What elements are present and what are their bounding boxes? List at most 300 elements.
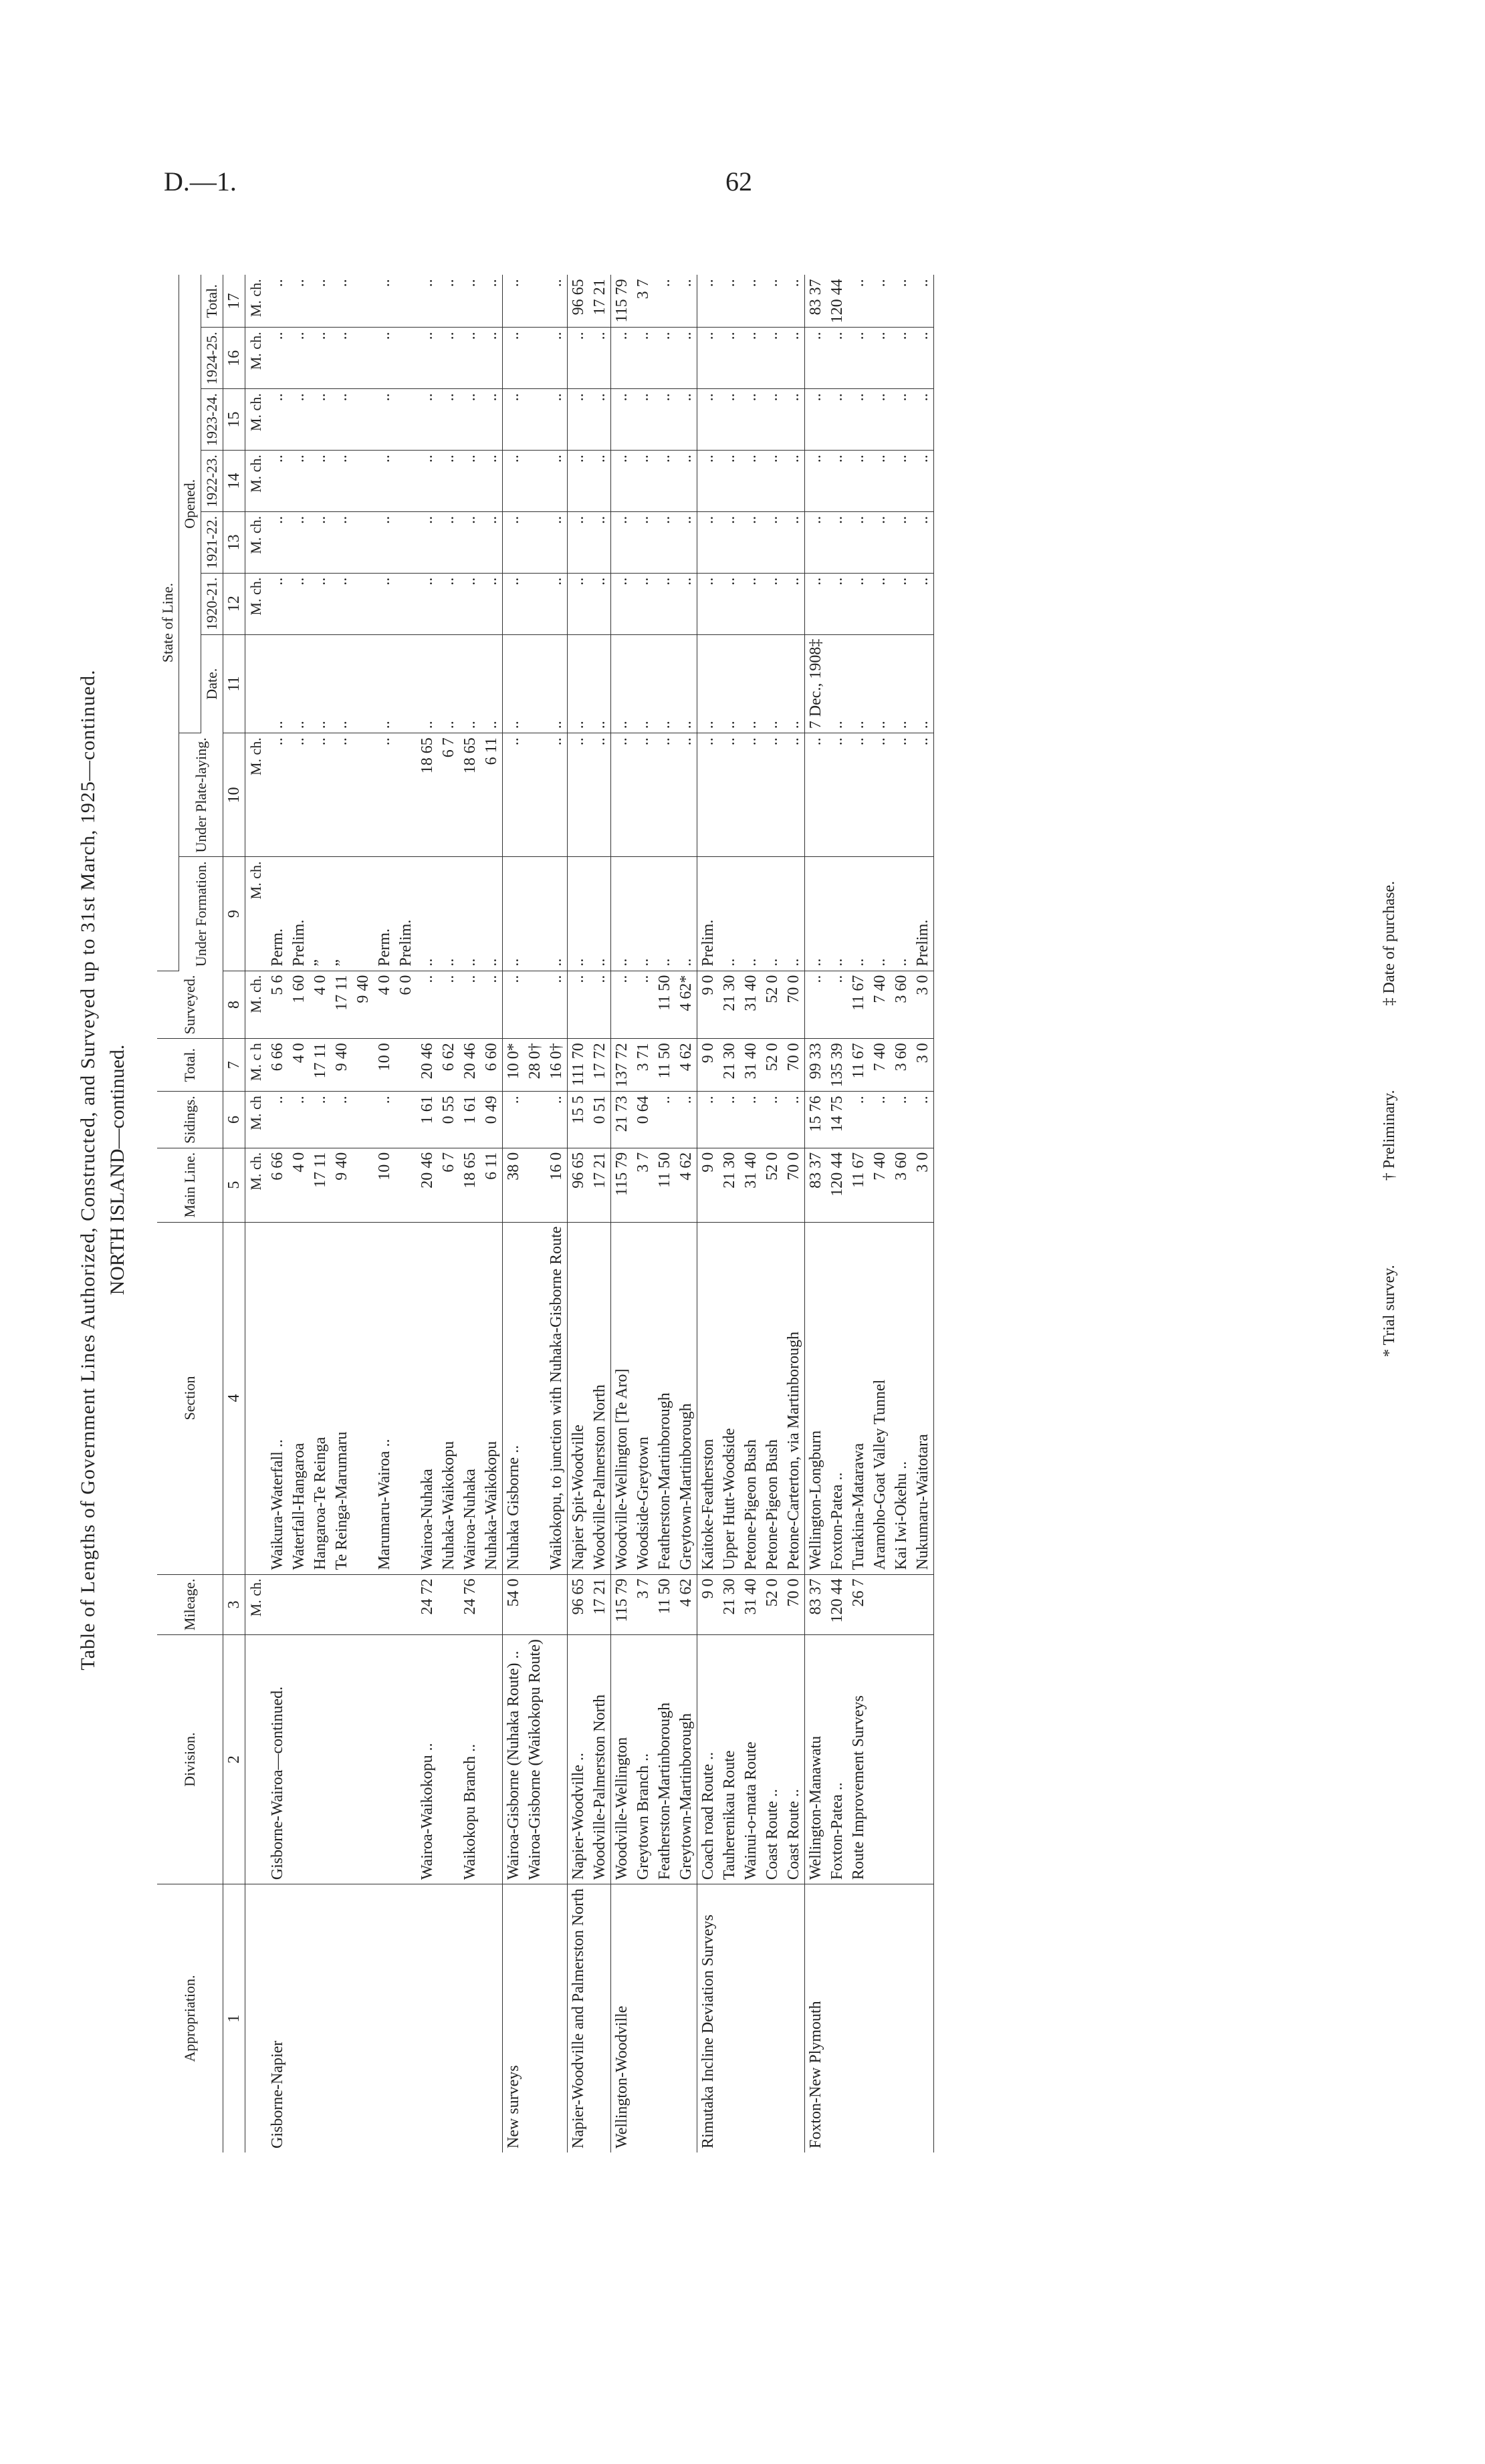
header-opened-total: Total. — [201, 275, 223, 328]
table-cell: .. — [783, 857, 805, 971]
table-cell — [374, 1884, 395, 2152]
column-number: 14 — [223, 451, 245, 512]
table-cell — [740, 1884, 762, 2152]
table-cell — [459, 1884, 481, 2152]
table-cell: .. — [697, 1092, 719, 1148]
table-cell: .. — [675, 573, 697, 634]
table-cell: .. — [503, 573, 525, 634]
footnote-preliminary: † Preliminary. — [1381, 1090, 1398, 1181]
table-cell: .. — [417, 328, 438, 389]
table-cell: 17 72 — [589, 1039, 611, 1092]
table-cell: Featherston-Martinborough — [654, 1635, 675, 1884]
table-row — [783, 275, 805, 2152]
table-cell: .. — [481, 389, 503, 451]
unit-cell: M. c h — [245, 1039, 267, 1092]
table-cell: .. — [654, 1092, 675, 1148]
table-cell: .. — [869, 389, 891, 451]
column-numbers-row — [223, 275, 245, 2152]
table-cell: .. — [611, 971, 633, 1039]
page-number: 62 — [725, 166, 752, 197]
table-cell: 70 0 — [783, 1039, 805, 1092]
table-cell: .. — [546, 733, 568, 857]
table-cell: .. — [891, 733, 912, 857]
table-cell: .. — [546, 971, 568, 1039]
table-cell: .. — [310, 573, 331, 634]
table-cell: .. — [288, 389, 310, 451]
table-cell: 20 46 — [417, 1039, 438, 1092]
lines-table — [157, 275, 934, 2152]
table-cell — [524, 511, 546, 573]
table-cell: .. — [633, 971, 654, 1039]
table-cell: 31 40 — [740, 1039, 762, 1092]
table-cell: .. — [891, 328, 912, 389]
table-cell: 6 62 — [438, 1039, 459, 1092]
table-cell — [267, 1574, 288, 1635]
table-cell: .. — [503, 451, 525, 512]
table-cell: .. — [675, 1092, 697, 1148]
table-cell — [762, 1884, 783, 2152]
table-cell: .. — [417, 275, 438, 328]
table-cell: Prelim. — [288, 857, 310, 971]
table-cell: .. — [374, 733, 395, 857]
table-cell: 5 6 — [267, 971, 288, 1039]
table-cell — [848, 1884, 869, 2152]
table-cell: .. — [675, 328, 697, 389]
table-cell: 17 11 — [310, 1039, 331, 1092]
table-cell: 31 40 — [740, 1574, 762, 1635]
table-cell: 3 7 — [633, 1574, 654, 1635]
table-cell: 10 0* — [503, 1039, 525, 1092]
table-cell: .. — [762, 328, 783, 389]
table-cell: .. — [288, 451, 310, 512]
table-cell: .. — [783, 451, 805, 512]
table-body — [245, 275, 934, 2152]
unit-cell: M. ch. — [245, 1148, 267, 1222]
table-cell: New surveys — [503, 1884, 525, 2152]
table-row — [288, 275, 310, 2152]
table-cell: .. — [331, 275, 352, 328]
table-cell: .. — [374, 511, 395, 573]
header-state-of-line: State of Line. — [157, 275, 179, 971]
table-cell: .. — [267, 634, 288, 733]
table-cell: .. — [546, 573, 568, 634]
header-date: Date. — [201, 634, 223, 733]
header-1920-21: 1920-21. — [201, 573, 223, 634]
table-cell: Waterfall-Hangaroa — [288, 1222, 310, 1574]
unit-cell — [245, 1884, 267, 2152]
table-cell: .. — [891, 857, 912, 971]
table-cell: 1 60 — [288, 971, 310, 1039]
table-row — [503, 275, 525, 2152]
table-cell: .. — [762, 451, 783, 512]
header-main-line: Main Line. — [157, 1148, 223, 1222]
table-cell: .. — [633, 511, 654, 573]
table-cell: Gisborne-Napier — [269, 2040, 286, 2148]
table-cell — [524, 451, 546, 512]
table-cell: Woodville-Palmerston North — [589, 1222, 611, 1574]
table-cell: .. — [310, 733, 331, 857]
table-cell: .. — [438, 857, 459, 971]
table-cell: .. — [611, 389, 633, 451]
table-cell: .. — [503, 389, 525, 451]
table-cell: .. — [459, 634, 481, 733]
table-cell: .. — [805, 511, 827, 573]
table-cell: .. — [288, 511, 310, 573]
table-cell: Nuhaka-Waikokopu — [438, 1222, 459, 1574]
table-cell — [546, 1635, 568, 1884]
table-cell: .. — [589, 634, 611, 733]
table-cell: Wairoa-Gisborne (Waikokopu Route) — [524, 1635, 546, 1884]
table-cell: 15 76 — [805, 1092, 827, 1148]
table-cell — [524, 857, 546, 971]
table-cell: Kaitoke-Featherston — [697, 1222, 719, 1574]
table-cell: .. — [310, 328, 331, 389]
table-cell: 6 7 — [438, 1148, 459, 1222]
header-surveyed: Surveyed. — [157, 971, 223, 1039]
table-cell: .. — [310, 451, 331, 512]
table-cell: .. — [438, 328, 459, 389]
column-number: 11 — [223, 634, 245, 733]
table-cell — [481, 1635, 503, 1884]
table-cell: .. — [438, 275, 459, 328]
table-cell — [783, 1884, 805, 2152]
table-cell — [288, 1635, 310, 1884]
table-cell: .. — [848, 275, 869, 328]
table-cell: .. — [762, 573, 783, 634]
table-row — [762, 275, 783, 2152]
page-label: D.—1. — [164, 166, 237, 197]
table-cell: Napier-Woodville .. — [568, 1635, 590, 1884]
table-row — [524, 275, 546, 2152]
table-cell: Nuhaka-Waikokopu — [481, 1222, 503, 1574]
table-cell: .. — [481, 275, 503, 328]
table-cell: .. — [740, 389, 762, 451]
table-cell: 6 66 — [267, 1039, 288, 1092]
header-1924-25: 1924-25. — [201, 328, 223, 389]
table-cell: .. — [374, 275, 395, 328]
table-cell: Napier-Woodville and Palmerston North — [568, 1884, 590, 2152]
table-cell: .. — [374, 389, 395, 451]
header-1923-24: 1923-24. — [201, 389, 223, 451]
table-cell: 52 0 — [762, 1574, 783, 1635]
table-cell: 21 30 — [719, 1039, 740, 1092]
table-cell: Wainui-o-mata Route — [740, 1635, 762, 1884]
table-cell: .. — [267, 511, 288, 573]
table-cell: .. — [611, 573, 633, 634]
table-cell: 4 62 — [675, 1039, 697, 1092]
column-number: 7 — [223, 1039, 245, 1092]
table-cell: .. — [589, 971, 611, 1039]
table-cell: 4 0 — [310, 971, 331, 1039]
table-cell: .. — [654, 275, 675, 328]
table-cell: Coach road Route .. — [697, 1635, 719, 1884]
table-cell — [524, 1884, 546, 2152]
table-row — [611, 275, 633, 2152]
table-cell: .. — [654, 573, 675, 634]
table-cell: 3 7 — [633, 275, 654, 328]
table-cell: .. — [288, 275, 310, 328]
table-cell: .. — [459, 389, 481, 451]
table-cell — [869, 1574, 891, 1635]
table-cell: .. — [654, 733, 675, 857]
unit-cell: M. ch. — [245, 389, 267, 451]
table-cell — [438, 1635, 459, 1884]
table-cell: 31 40 — [740, 971, 762, 1039]
table-row — [740, 275, 762, 2152]
table-cell: 54 0 — [503, 1574, 525, 1635]
column-number: 5 — [223, 1148, 245, 1222]
table-cell: .. — [611, 511, 633, 573]
unit-cell — [245, 1635, 267, 1884]
table-cell: .. — [589, 573, 611, 634]
table-cell: .. — [805, 733, 827, 857]
table-cell: .. — [611, 733, 633, 857]
table-cell: Tauherenikau Route — [719, 1635, 740, 1884]
column-number: 9 — [223, 857, 245, 971]
table-cell: .. — [589, 451, 611, 512]
table-cell: .. — [288, 733, 310, 857]
table-cell: .. — [481, 857, 503, 971]
table-cell: Greytown Branch .. — [633, 1635, 654, 1884]
table-cell: .. — [912, 573, 934, 634]
table-row — [267, 275, 288, 2152]
table-cell — [352, 573, 374, 634]
column-number: 15 — [223, 389, 245, 451]
table-cell: .. — [719, 634, 740, 733]
table-cell: 137 72 — [611, 1039, 633, 1092]
table-cell: .. — [546, 857, 568, 971]
table-cell: 4 0 — [288, 1039, 310, 1092]
table-cell — [352, 1148, 374, 1222]
table-cell: Wellington-Woodville — [611, 1884, 633, 2152]
table-cell: .. — [783, 733, 805, 857]
column-number: 8 — [223, 971, 245, 1039]
table-cell: .. — [459, 275, 481, 328]
table-cell: .. — [912, 634, 934, 733]
table-cell: .. — [288, 328, 310, 389]
table-cell: Wellington-Manawatu — [805, 1635, 827, 1884]
table-cell: .. — [438, 451, 459, 512]
table-cell: 9 40 — [331, 1039, 352, 1092]
table-cell — [395, 1222, 417, 1574]
table-cell: Hangaroa-Te Reinga — [310, 1222, 331, 1574]
table-cell: .. — [331, 634, 352, 733]
table-cell: 20 46 — [459, 1039, 481, 1092]
table-cell: 3 71 — [633, 1039, 654, 1092]
table-cell — [395, 1635, 417, 1884]
table-cell: .. — [912, 1092, 934, 1148]
table-cell: .. — [459, 857, 481, 971]
table-cell — [524, 275, 546, 328]
table-cell — [310, 1635, 331, 1884]
table-cell: Kai Iwi-Okehu .. — [891, 1222, 912, 1574]
table-cell: .. — [589, 511, 611, 573]
table-cell: .. — [826, 573, 848, 634]
table-cell: .. — [568, 389, 590, 451]
table-cell: 16 0 — [546, 1148, 568, 1222]
table-cell: Prelim. — [697, 857, 719, 971]
table-row — [568, 275, 590, 2152]
table-cell — [374, 1635, 395, 1884]
table-row — [546, 275, 568, 2152]
table-cell: .. — [331, 511, 352, 573]
table-cell: .. — [826, 857, 848, 971]
table-cell: 18 65 — [459, 1148, 481, 1222]
table-cell — [524, 328, 546, 389]
table-cell: .. — [654, 857, 675, 971]
table-cell: .. — [481, 451, 503, 512]
footnote-purchase: ‡ Date of purchase. — [1381, 880, 1398, 1006]
table-cell: .. — [481, 573, 503, 634]
table-cell: .. — [869, 733, 891, 857]
table-cell: Marumaru-Wairoa .. — [374, 1222, 395, 1574]
table-cell — [352, 1574, 374, 1635]
table-cell: .. — [848, 1092, 869, 1148]
table-row — [675, 275, 697, 2152]
table-cell: Foxton-Patea .. — [826, 1222, 848, 1574]
table-cell: 3 60 — [891, 1148, 912, 1222]
table-cell: 11 50 — [654, 1039, 675, 1092]
table-cell — [395, 1092, 417, 1148]
table-cell — [546, 1884, 568, 2152]
table-cell: .. — [568, 511, 590, 573]
table-cell: .. — [719, 389, 740, 451]
table-cell: Te Reinga-Marumaru — [331, 1222, 352, 1574]
table-cell: Featherston-Martinborough — [654, 1222, 675, 1574]
table-cell: Waikokopu Branch .. — [459, 1635, 481, 1884]
table-cell: .. — [805, 451, 827, 512]
table-cell: .. — [633, 733, 654, 857]
table-cell: .. — [459, 328, 481, 389]
table-cell: 3 0 — [912, 971, 934, 1039]
table-cell: 28 0† — [524, 1039, 546, 1092]
table-cell: .. — [568, 328, 590, 389]
table-cell — [912, 1574, 934, 1635]
table-row — [633, 275, 654, 2152]
table-cell: 52 0 — [762, 1039, 783, 1092]
table-cell: .. — [912, 275, 934, 328]
table-cell: .. — [568, 857, 590, 971]
unit-cell: M. ch. — [245, 573, 267, 634]
table-cell: .. — [891, 573, 912, 634]
table-cell: .. — [912, 389, 934, 451]
table-cell: 6 60 — [481, 1039, 503, 1092]
column-number: 17 — [223, 275, 245, 328]
table-cell — [395, 328, 417, 389]
table-cell: .. — [310, 634, 331, 733]
footnotes — [1381, 801, 1399, 1357]
header-mileage: Mileage. — [157, 1574, 223, 1635]
table-cell: Foxton-New Plymouth — [805, 1884, 827, 2152]
table-cell: 14 75 — [826, 1092, 848, 1148]
table-cell: .. — [374, 1092, 395, 1148]
table-cell: .. — [740, 634, 762, 733]
table-row — [459, 275, 481, 2152]
table-cell: .. — [331, 389, 352, 451]
table-cell: .. — [697, 389, 719, 451]
table-cell: .. — [310, 389, 331, 451]
unit-cell: M. ch. — [245, 857, 267, 971]
table-cell: 96 65 — [568, 1148, 590, 1222]
table-cell: .. — [438, 389, 459, 451]
table-cell: .. — [568, 634, 590, 733]
table-cell: .. — [438, 573, 459, 634]
table-cell: .. — [459, 971, 481, 1039]
table-cell: .. — [848, 389, 869, 451]
table-cell: Perm. — [267, 857, 288, 971]
table-cell: .. — [374, 634, 395, 733]
table-title: Table of Lengths of Government Lines Authorized, Constructed, and Surveyed up to 31st March, 1925—continued. — [77, 669, 99, 1671]
table-cell: .. — [267, 328, 288, 389]
table-cell: .. — [459, 511, 481, 573]
table-cell: .. — [762, 511, 783, 573]
table-cell: 4 62* — [675, 971, 697, 1039]
table-cell: .. — [633, 634, 654, 733]
table-cell: ” — [310, 857, 331, 971]
table-cell: .. — [805, 971, 827, 1039]
table-cell: 3 0 — [912, 1148, 934, 1222]
table-cell: .. — [912, 328, 934, 389]
table-cell: .. — [783, 573, 805, 634]
table-cell: .. — [891, 511, 912, 573]
table-cell: .. — [697, 733, 719, 857]
table-cell — [524, 1222, 546, 1574]
table-cell: .. — [267, 573, 288, 634]
table-cell: .. — [783, 275, 805, 328]
table-cell — [288, 1884, 310, 2152]
unit-cell: M. ch. — [245, 328, 267, 389]
table-cell: Wairoa-Nuhaka — [459, 1222, 481, 1574]
table-cell: .. — [675, 451, 697, 512]
table-cell: 115 79 — [611, 1148, 633, 1222]
unit-cell: M. ch — [245, 1092, 267, 1148]
table-cell: .. — [912, 733, 934, 857]
table-cell: .. — [826, 451, 848, 512]
table-cell: 3 0 — [912, 1039, 934, 1092]
table-cell: .. — [568, 573, 590, 634]
table-cell: .. — [891, 389, 912, 451]
table-cell: .. — [633, 389, 654, 451]
table-cell: .. — [826, 389, 848, 451]
header-under-formation: Under Formation. — [179, 857, 223, 971]
table-cell: Greytown-Martinborough — [675, 1635, 697, 1884]
table-cell — [891, 1635, 912, 1884]
table-cell: Woodside-Greytown — [633, 1222, 654, 1574]
table-cell: Gisborne-Wairoa—continued. — [267, 1635, 288, 1884]
table-cell: Coast Route .. — [762, 1635, 783, 1884]
table-cell — [352, 1039, 374, 1092]
table-cell: 11 50 — [654, 1148, 675, 1222]
table-cell: .. — [697, 511, 719, 573]
table-cell: .. — [912, 511, 934, 573]
table-cell: 9 0 — [697, 1574, 719, 1635]
table-cell: .. — [417, 389, 438, 451]
table-cell — [395, 634, 417, 733]
table-cell — [395, 275, 417, 328]
table-cell: .. — [783, 634, 805, 733]
table-cell: .. — [481, 634, 503, 733]
table-cell: .. — [848, 857, 869, 971]
table-cell: .. — [331, 573, 352, 634]
table-cell: .. — [589, 733, 611, 857]
table-cell: .. — [417, 511, 438, 573]
table-cell: .. — [740, 328, 762, 389]
table-cell: 0 49 — [481, 1092, 503, 1148]
table-cell: .. — [869, 634, 891, 733]
header-total: Total. — [157, 1039, 223, 1092]
table-cell: 7 Dec., 1908‡ — [805, 634, 827, 733]
table-cell: .. — [719, 275, 740, 328]
